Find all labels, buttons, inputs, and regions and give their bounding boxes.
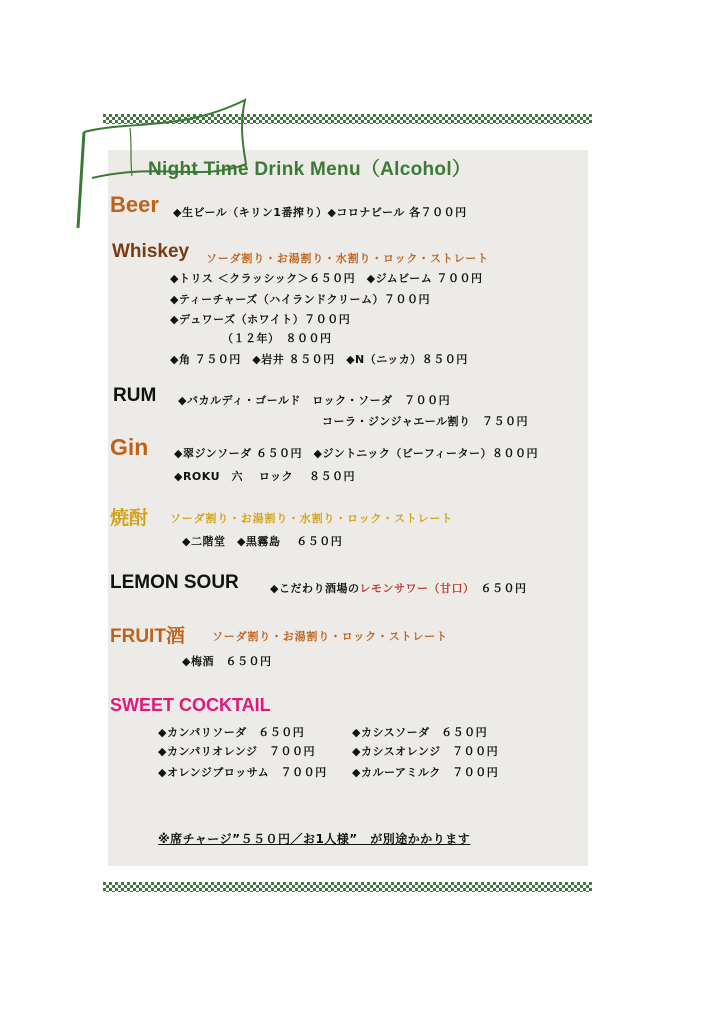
cocktail-left-2: ◆カンパリオレンジ ７００円 — [158, 745, 316, 758]
lemon-sour-highlight: レモンサワー（甘口） — [359, 582, 469, 595]
whiskey-line-5: ◆角 ７５０円 ◆岩井 ８５０円 ◆N（ニッカ）８５０円 — [170, 353, 468, 366]
beer-heading: Beer — [110, 192, 159, 217]
cocktail-right-1: ◆カシスソーダ ６５０円 — [352, 726, 488, 739]
whiskey-line-1: ◆トリス ＜クラッシック＞６５０円 ◆ジムビーム ７００円 — [170, 272, 483, 285]
cocktail-left-3: ◆オレンジブロッサム ７００円 — [158, 766, 327, 779]
rum-line-2: コーラ・ジンジャエール割り ７５０円 — [322, 415, 529, 428]
cocktail-left-1: ◆カンパリソーダ ６５０円 — [158, 726, 305, 739]
lemon-sour-line — [270, 580, 526, 596]
gin-line-2: ◆ROKU 六 ロック ８５０円 — [174, 470, 355, 483]
cocktail-right-3: ◆カルーアミルク ７００円 — [352, 766, 499, 779]
gin-line-1: ◆翠ジンソーダ ６５０円 ◆ジントニック（ビーフィーター）８００円 — [174, 447, 538, 460]
bottom-checker-border — [103, 882, 592, 892]
fruit-styles: ソーダ割り・お湯割り・ロック・ストレート — [212, 630, 448, 643]
whiskey-line-4: （１２年） ８００円 — [222, 332, 332, 345]
shochu-line-1: ◆二階堂 ◆黒霧島 ６５０円 — [182, 535, 343, 548]
rum-heading: RUM — [113, 385, 157, 406]
fruit-line-1: ◆梅酒 ６５０円 — [182, 655, 272, 668]
whiskey-line-2: ◆ティーチャーズ（ハイランドクリーム）７００円 — [170, 293, 430, 306]
menu-title: Night Time Drink Menu（Alcohol） — [148, 159, 472, 180]
lemon-sour-prefix: ◆こだわり酒場の — [270, 582, 360, 595]
whiskey-line-3: ◆デュワーズ（ホワイト）７００円 — [170, 313, 351, 326]
whiskey-heading: Whiskey — [112, 241, 190, 262]
beer-items: ◆生ビール（キリン1番搾り）◆コロナビール 各７００円 — [173, 206, 467, 219]
fruit-heading: FRUIT酒 — [110, 626, 185, 647]
seat-charge-note: ※席チャージ”５５０円／お1人様” が別途かかります — [158, 832, 471, 846]
cocktail-heading: SWEET COCKTAIL — [110, 695, 271, 715]
rum-line-1: ◆バカルディ・ゴールド ロック・ソーダ ７００円 — [178, 394, 451, 407]
cocktail-right-2: ◆カシスオレンジ ７００円 — [352, 745, 499, 758]
lemon-sour-heading: LEMON SOUR — [110, 572, 239, 593]
whiskey-styles: ソーダ割り・お湯割り・水割り・ロック・ストレート — [206, 252, 489, 265]
shochu-styles: ソーダ割り・お湯割り・水割り・ロック・ストレート — [170, 512, 453, 525]
gin-heading: Gin — [110, 434, 149, 460]
lemon-sour-price: ６５０円 — [468, 582, 527, 595]
shochu-heading: 焼酎 — [110, 508, 149, 529]
